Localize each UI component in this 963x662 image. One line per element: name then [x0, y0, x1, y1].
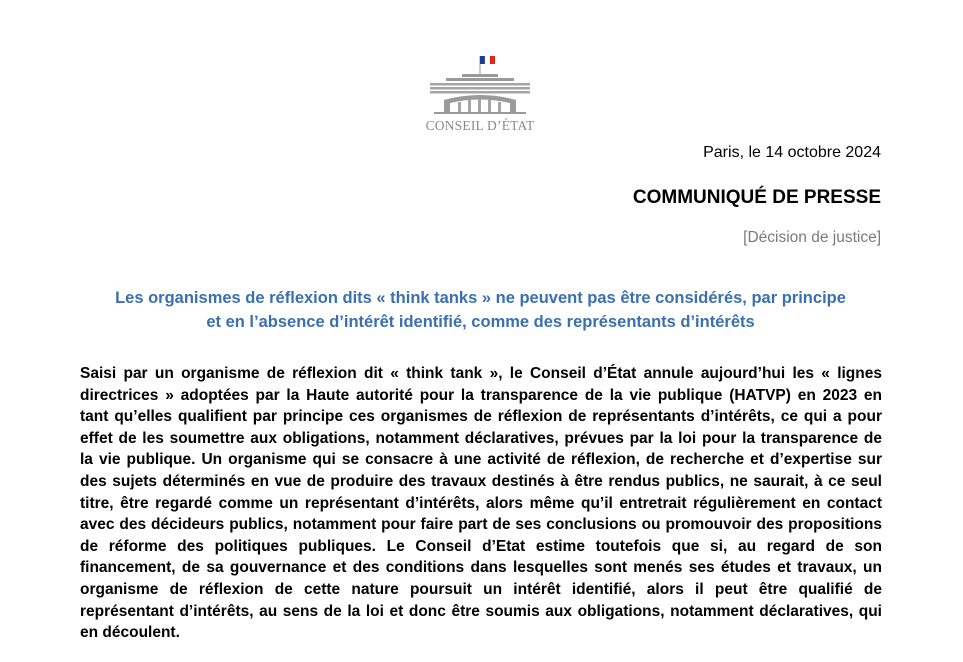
body-line: Saisi par un organisme de réflexion dit « think tank », le Conseil d’État annule aujourd’hui les « lignes [80, 365, 882, 382]
body-line: des sujets déterminés en vue de produire des travaux destinés à être rendus publics, ne saurait, à ce seul [80, 472, 882, 490]
body-line: représentant d’intérêts, au sens de la loi et donc être soumis aux obligations, notamment déclaratives, qui [80, 602, 882, 620]
headline-line: et en l’absence d’intérêt identifié, comme des représentants d’intérêts [206, 313, 755, 331]
flag-red [490, 56, 495, 64]
body-line: avec des décideurs publics, notamment pour faire part de ses conclusions ou promouvoir des propositions [80, 516, 882, 534]
flag-white [485, 56, 490, 64]
body-paragraph [80, 363, 882, 644]
body-line: de réforme des politiques publiques. Le Conseil d’Etat estime toutefois que si, au regard de son [80, 537, 882, 555]
body-line: tant qu’elles qualifient par principe ces organismes de réflexion de représentants d’intérêts, ce qui a pour [80, 408, 882, 426]
body-line: titre, être regardé comme un représentant d’intérêts, alors même qu’il entretrait régulièrement en contact [80, 494, 882, 512]
conseil-etat-logo [424, 52, 536, 140]
body-line: financement, de sa gouvernance et des conditions dans lesquelles sont menés ses études et travaux, un [80, 559, 882, 577]
logo-label: CONSEIL D’ÉTAT [425, 118, 535, 133]
body-line: organisme de réflexion de cette nature poursuit un intérêt identifié, alors il peut être qualifié de [80, 580, 882, 598]
headline [78, 286, 883, 334]
body-line: la vie publique. Un organisme qui se consacre à une activité de réflexion, de recherche et d’expertise sur [80, 451, 882, 469]
headline-line: Les organismes de réflexion dits « think tanks » ne peuvent pas être considérés, par principe [115, 289, 846, 307]
category-label: [Décision de justice] [743, 229, 881, 246]
body-line: en découlent. [80, 624, 180, 642]
date-line: Paris, le 14 octobre 2024 [703, 144, 881, 161]
body-line: effet de les soumettre aux obligations, notamment déclaratives, prévues par la loi pour la transparence de [80, 429, 882, 447]
building-flag-icon [424, 52, 536, 118]
press-release-title: COMMUNIQUÉ DE PRESSE [632, 187, 881, 208]
body-line: directrices » adoptées par la Haute autorité pour la transparence de la vie publique (HATVP) en 2023 en [80, 386, 882, 404]
flag-blue [480, 56, 485, 64]
